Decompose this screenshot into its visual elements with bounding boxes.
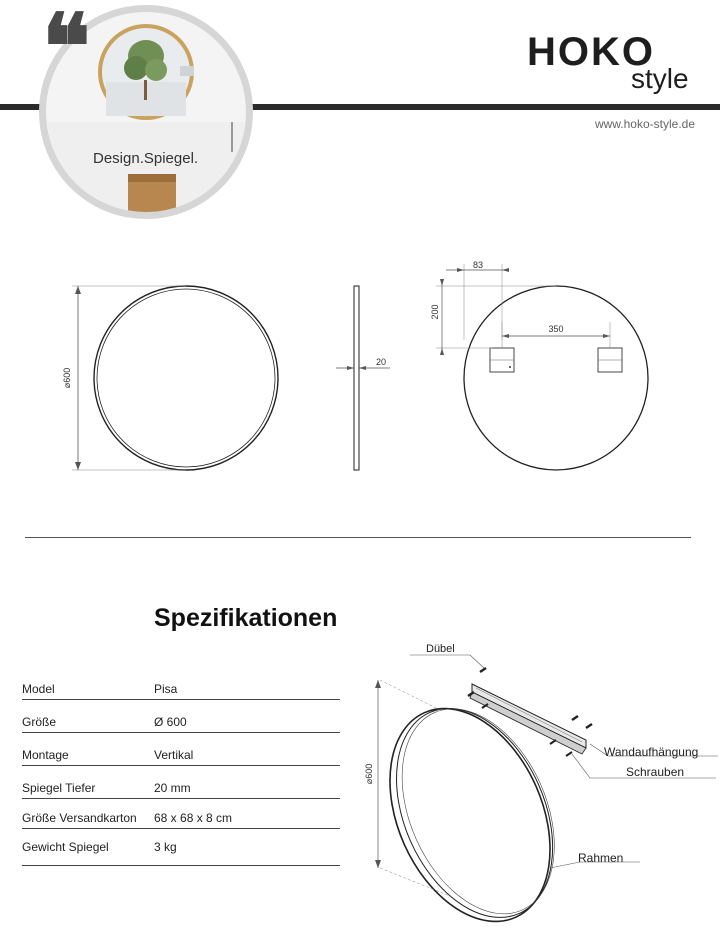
spec-label: Größe: [22, 715, 57, 729]
brand-logo: [527, 30, 697, 94]
spec-value: 20 mm: [154, 781, 191, 795]
quote-icon: ❝: [42, 0, 91, 100]
spec-title: Spezifikationen: [154, 604, 338, 632]
spec-label: Montage: [22, 748, 69, 762]
spec-row-mounting: [22, 733, 340, 766]
spec-row-carton: [22, 799, 340, 829]
brand-sub: style: [631, 63, 689, 94]
spec-label: Spiegel Tiefer: [22, 781, 96, 795]
hero-caption: Design.Spiegel.: [93, 150, 199, 167]
technical-drawings: [0, 250, 720, 490]
label-rahmen: Rahmen: [578, 851, 624, 865]
website-link[interactable]: www.hoko-style.de: [594, 117, 695, 131]
spec-label: Gewicht Spiegel: [22, 840, 109, 854]
brand-main: HOKO: [527, 30, 655, 74]
spec-row-model: [22, 680, 340, 700]
back-offset-top-label: 83: [472, 260, 484, 270]
label-wandaufhaengung: Wandaufhängung: [604, 745, 699, 759]
spec-value: Pisa: [154, 682, 178, 696]
spec-table-bottom-rule: [22, 865, 340, 866]
spec-value: 68 x 68 x 8 cm: [154, 811, 233, 825]
spec-value: Vertikal: [154, 748, 194, 762]
label-duebel: Dübel: [426, 643, 455, 655]
front-view: [62, 286, 278, 470]
back-offset-side-label: 200: [430, 304, 440, 320]
spec-row-depth: [22, 766, 340, 799]
back-view: [430, 260, 648, 470]
label-schrauben: Schrauben: [626, 765, 685, 779]
spec-value: Ø 600: [154, 715, 187, 729]
spec-table: [22, 680, 340, 866]
spec-row-weight: [22, 829, 340, 857]
section-divider: [25, 537, 691, 538]
spec-value: 3 kg: [154, 840, 177, 854]
exploded-diameter-label: ⌀600: [364, 763, 374, 785]
front-diameter-label: ⌀600: [62, 367, 72, 389]
wall-bracket: [470, 684, 586, 754]
back-spacing-label: 350: [548, 324, 564, 334]
side-depth-label: 20: [376, 357, 387, 367]
spec-label: Größe Versandkarton: [22, 811, 137, 825]
mirror-frame: [359, 681, 586, 933]
side-view: [336, 286, 390, 470]
spec-label: Model: [22, 682, 55, 696]
exploded-view: [350, 630, 720, 933]
spec-row-size: [22, 700, 340, 733]
